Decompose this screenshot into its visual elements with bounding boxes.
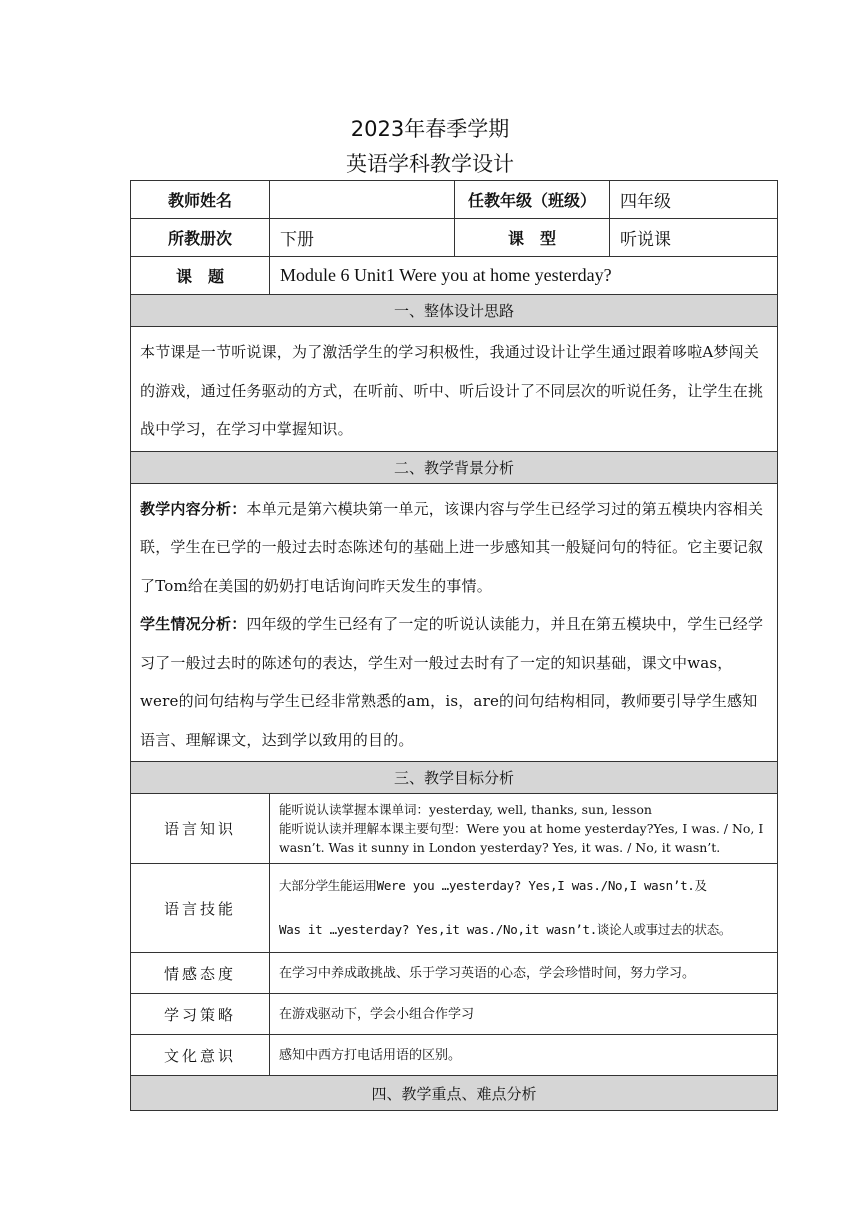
section-keypoints-title: 四、教学重点、难点分析 — [131, 1076, 778, 1111]
section-background-body — [131, 483, 778, 762]
volume-value: 下册 — [270, 219, 455, 257]
content-analysis-label: 教学内容分析： — [140, 499, 247, 518]
culture-label: 文化意识 — [131, 1035, 270, 1076]
grade-value: 四年级 — [610, 181, 778, 219]
document-title: 2023年春季学期 — [350, 117, 510, 141]
language-knowledge-value — [270, 794, 778, 864]
lesson-type-label: 课 型 — [455, 219, 610, 257]
strategy-label: 学习策略 — [131, 994, 270, 1035]
student-analysis-paragraph — [140, 605, 769, 759]
knowledge-sentences: 能听说认读并理解本课主要句型：Were you at home yesterday?Yes, I was. / No, I wasn’t. Was it sunny in London yesterday? Yes, it was. / No, it wasn’t. — [279, 821, 764, 855]
content-analysis-paragraph — [140, 490, 769, 606]
section-design-text: 本节课是一节听说课，为了激活学生的学习积极性，我通过设计让学生通过跟着哆啦A梦闯关的游戏，通过任务驱动的方式，在听前、听中、听后设计了不同层次的听说任务，让学生在挑战中学习，在学习中掌握知识。 — [131, 327, 778, 452]
strategy-value: 在游戏驱动下，学会小组合作学习 — [270, 994, 778, 1035]
content-analysis-text: 本单元是第六模块第一单元，该课内容与学生已经学习过的第五模块内容相关联，学生在已学的一般过去时态陈述句的基础上进一步感知其一般疑问句的特征。它主要记叙了Tom给在美国的奶奶打电话询问昨天发生的事情。 — [140, 499, 764, 595]
topic-value: Module 6 Unit1 Were you at home yesterday? — [270, 257, 778, 295]
student-analysis-label: 学生情况分析： — [140, 615, 247, 633]
lesson-type-value: 听说课 — [610, 219, 778, 257]
section-background-title: 二、教学背景分析 — [131, 451, 778, 483]
skill-line-1: 大部分学生能运用Were you …yesterday? Yes,I was./No,I wasn’t.及 — [279, 878, 707, 893]
attitude-label: 情感态度 — [131, 953, 270, 994]
grade-label: 任教年级（班级） — [455, 181, 610, 219]
language-skill-value — [270, 864, 778, 953]
teacher-name-label: 教师姓名 — [131, 181, 270, 219]
language-skill-label: 语言技能 — [131, 864, 270, 953]
skill-line-2: Was it …yesterday? Yes,it was./No,it wasn’t.谈论人或事过去的状态。 — [279, 922, 732, 937]
section-design-title: 一、整体设计思路 — [131, 295, 778, 327]
attitude-value: 在学习中养成敢挑战、乐于学习英语的心态，学会珍惜时间，努力学习。 — [270, 953, 778, 994]
topic-label: 课 题 — [131, 257, 270, 295]
language-knowledge-label: 语言知识 — [131, 794, 270, 864]
culture-value: 感知中西方打电话用语的区别。 — [270, 1035, 778, 1076]
volume-label: 所教册次 — [131, 219, 270, 257]
lesson-plan-table — [130, 180, 778, 1111]
section-objectives-title: 三、教学目标分析 — [131, 762, 778, 794]
knowledge-vocabulary: 能听说认读掌握本课单词：yesterday, well, thanks, sun, lesson — [279, 802, 652, 817]
teacher-name-value — [270, 181, 455, 219]
document-subtitle: 英语学科教学设计 — [346, 152, 514, 176]
student-analysis-text: 四年级的学生已经有了一定的听说认读能力，并且在第五模块中，学生已经学习了一般过去时的陈述句的表达，学生对一般过去时有了一定的知识基础，课文中was，were的问句结构与学生已经非常熟悉的am，is，are的问句结构相同，教师要引导学生感知语言、理解课文，达到学以致用的目的。 — [140, 615, 764, 749]
